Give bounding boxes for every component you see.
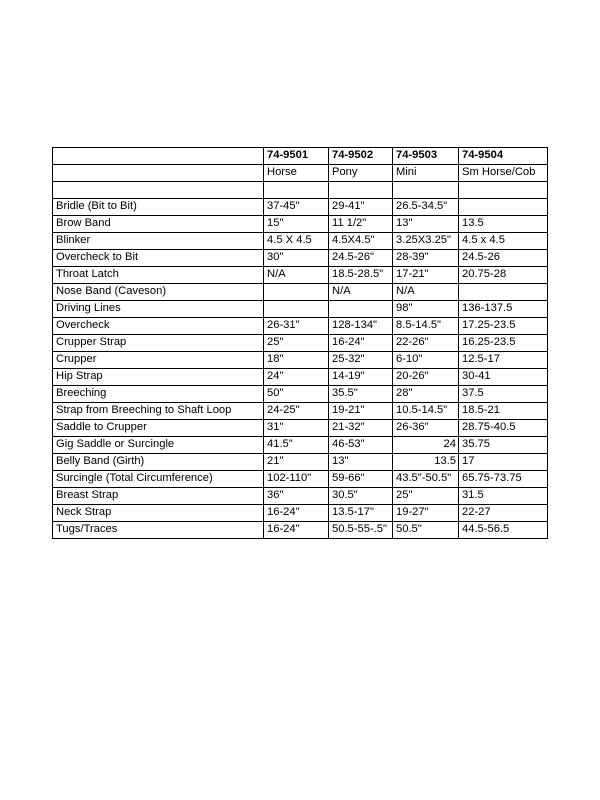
measurement-cell: 26-31" <box>264 318 329 335</box>
measurement-cell: 13.5 <box>393 454 459 471</box>
table-row <box>53 454 548 471</box>
table-row <box>53 437 548 454</box>
table-row <box>53 403 548 420</box>
measurement-cell: 50.5-55-.5" <box>329 522 393 539</box>
sku-header-2: 74-9502 <box>329 148 393 165</box>
measurement-cell: 14-19" <box>329 369 393 386</box>
measurement-cell: 16-24" <box>329 335 393 352</box>
measurement-cell: 21" <box>264 454 329 471</box>
row-label: Nose Band (Caveson) <box>53 284 264 301</box>
row-label: Hip Strap <box>53 369 264 386</box>
sku-header-row <box>53 148 548 165</box>
measurement-cell: 13" <box>393 216 459 233</box>
measurement-cell: N/A <box>264 267 329 284</box>
table-row <box>53 250 548 267</box>
row-label: Overcheck to Bit <box>53 250 264 267</box>
measurement-cell: 19-21" <box>329 403 393 420</box>
measurement-cell: 59-66" <box>329 471 393 488</box>
row-label: Throat Latch <box>53 267 264 284</box>
measurement-cell: 22-27 <box>459 505 548 522</box>
measurement-cell: 22-26" <box>393 335 459 352</box>
spacer-cell-1 <box>264 182 329 199</box>
row-label: Bridle (Bit to Bit) <box>53 199 264 216</box>
measurement-cell: 20.75-28 <box>459 267 548 284</box>
sku-header-1: 74-9501 <box>264 148 329 165</box>
row-label: Driving Lines <box>53 301 264 318</box>
measurement-cell: 6-10" <box>393 352 459 369</box>
measurement-cell: 37.5 <box>459 386 548 403</box>
sku-header-4: 74-9504 <box>459 148 548 165</box>
measurement-cell: 102-110" <box>264 471 329 488</box>
measurement-cell: 24 <box>393 437 459 454</box>
measurement-cell: 20-26" <box>393 369 459 386</box>
measurement-cell: 25-32" <box>329 352 393 369</box>
size-header-row <box>53 165 548 182</box>
row-label: Crupper Strap <box>53 335 264 352</box>
table-row <box>53 216 548 233</box>
row-label: Belly Band (Girth) <box>53 454 264 471</box>
measurement-cell: 17 <box>459 454 548 471</box>
measurement-cell: 24.5-26" <box>329 250 393 267</box>
size-header-4: Sm Horse/Cob <box>459 165 548 182</box>
row-label: Crupper <box>53 352 264 369</box>
measurement-cell: 24.5-26 <box>459 250 548 267</box>
measurement-cell: 21-32" <box>329 420 393 437</box>
table-row <box>53 318 548 335</box>
spacer-cell-0 <box>53 182 264 199</box>
measurement-cell: 4.5 x 4.5 <box>459 233 548 250</box>
spacer-cell-4 <box>459 182 548 199</box>
size-header-3: Mini <box>393 165 459 182</box>
row-label: Tugs/Traces <box>53 522 264 539</box>
row-label: Breast Strap <box>53 488 264 505</box>
measurement-cell: 50" <box>264 386 329 403</box>
measurement-cell: 65.75-73.75 <box>459 471 548 488</box>
row-label: Blinker <box>53 233 264 250</box>
size-row-blank-label <box>53 165 264 182</box>
measurement-cell: 24" <box>264 369 329 386</box>
measurement-cell <box>329 301 393 318</box>
measurement-cell: 98" <box>393 301 459 318</box>
measurement-cell: N/A <box>393 284 459 301</box>
corner-cell-blank <box>53 148 264 165</box>
measurement-cell: 13.5 <box>459 216 548 233</box>
row-label: Gig Saddle or Surcingle <box>53 437 264 454</box>
measurement-cell: 31" <box>264 420 329 437</box>
row-label: Breeching <box>53 386 264 403</box>
measurement-cell: 4.5 X 4.5 <box>264 233 329 250</box>
measurement-cell: 29-41" <box>329 199 393 216</box>
measurement-cell: 17-21" <box>393 267 459 284</box>
measurement-cell: 44.5-56.5 <box>459 522 548 539</box>
table-row <box>53 420 548 437</box>
measurement-cell: 30" <box>264 250 329 267</box>
measurement-cell: 16-24" <box>264 522 329 539</box>
measurement-cell: 30-41 <box>459 369 548 386</box>
measurement-cell: 17.25-23.5 <box>459 318 548 335</box>
measurement-cell: 12.5-17 <box>459 352 548 369</box>
row-label: Saddle to Crupper <box>53 420 264 437</box>
measurement-cell: 26.5-34.5" <box>393 199 459 216</box>
measurement-cell: 8.5-14.5" <box>393 318 459 335</box>
measurement-cell: 28.75-40.5 <box>459 420 548 437</box>
table-row <box>53 488 548 505</box>
table-row <box>53 267 548 284</box>
measurement-cell: 16.25-23.5 <box>459 335 548 352</box>
table-row <box>53 386 548 403</box>
row-label: Strap from Breeching to Shaft Loop <box>53 403 264 420</box>
measurement-cell: 19-27" <box>393 505 459 522</box>
harness-measurement-table <box>52 147 548 539</box>
measurement-cell: 35.5" <box>329 386 393 403</box>
measurement-cell: 28" <box>393 386 459 403</box>
measurement-cell: 3.25X3.25" <box>393 233 459 250</box>
measurement-cell: 37-45" <box>264 199 329 216</box>
measurement-table-container <box>52 147 547 539</box>
measurement-cell: N/A <box>329 284 393 301</box>
table-row <box>53 522 548 539</box>
spacer-cell-2 <box>329 182 393 199</box>
measurement-cell: 43.5"-50.5" <box>393 471 459 488</box>
measurement-cell: 4.5X4.5" <box>329 233 393 250</box>
measurement-cell: 18.5-21 <box>459 403 548 420</box>
measurement-cell: 26-36" <box>393 420 459 437</box>
measurement-cell: 18" <box>264 352 329 369</box>
measurement-cell: 41.5" <box>264 437 329 454</box>
table-row <box>53 199 548 216</box>
table-row <box>53 233 548 250</box>
measurement-cell: 31.5 <box>459 488 548 505</box>
measurement-cell <box>264 301 329 318</box>
measurement-cell <box>459 199 548 216</box>
spacer-row <box>53 182 548 199</box>
measurement-cell: 50.5" <box>393 522 459 539</box>
measurement-cell: 25" <box>264 335 329 352</box>
measurement-cell <box>264 284 329 301</box>
measurement-cell: 13" <box>329 454 393 471</box>
measurement-cell: 28-39" <box>393 250 459 267</box>
measurement-cell: 46-53" <box>329 437 393 454</box>
measurement-cell: 30.5" <box>329 488 393 505</box>
row-label: Brow Band <box>53 216 264 233</box>
measurement-cell: 35.75 <box>459 437 548 454</box>
measurement-cell <box>459 284 548 301</box>
measurement-cell: 36" <box>264 488 329 505</box>
measurement-cell: 136-137.5 <box>459 301 548 318</box>
row-label: Neck Strap <box>53 505 264 522</box>
table-row <box>53 301 548 318</box>
row-label: Overcheck <box>53 318 264 335</box>
measurement-cell: 10.5-14.5" <box>393 403 459 420</box>
size-header-1: Horse <box>264 165 329 182</box>
measurement-cell: 18.5-28.5" <box>329 267 393 284</box>
table-row <box>53 471 548 488</box>
measurement-cell: 13.5-17" <box>329 505 393 522</box>
spacer-cell-3 <box>393 182 459 199</box>
measurement-cell: 15" <box>264 216 329 233</box>
table-row <box>53 369 548 386</box>
table-row <box>53 352 548 369</box>
table-row <box>53 335 548 352</box>
table-row <box>53 505 548 522</box>
measurement-cell: 25" <box>393 488 459 505</box>
size-header-2: Pony <box>329 165 393 182</box>
sku-header-3: 74-9503 <box>393 148 459 165</box>
table-row <box>53 284 548 301</box>
measurement-cell: 128-134" <box>329 318 393 335</box>
measurement-cell: 11 1/2" <box>329 216 393 233</box>
row-label: Surcingle (Total Circumference) <box>53 471 264 488</box>
measurement-cell: 16-24" <box>264 505 329 522</box>
measurement-cell: 24-25" <box>264 403 329 420</box>
